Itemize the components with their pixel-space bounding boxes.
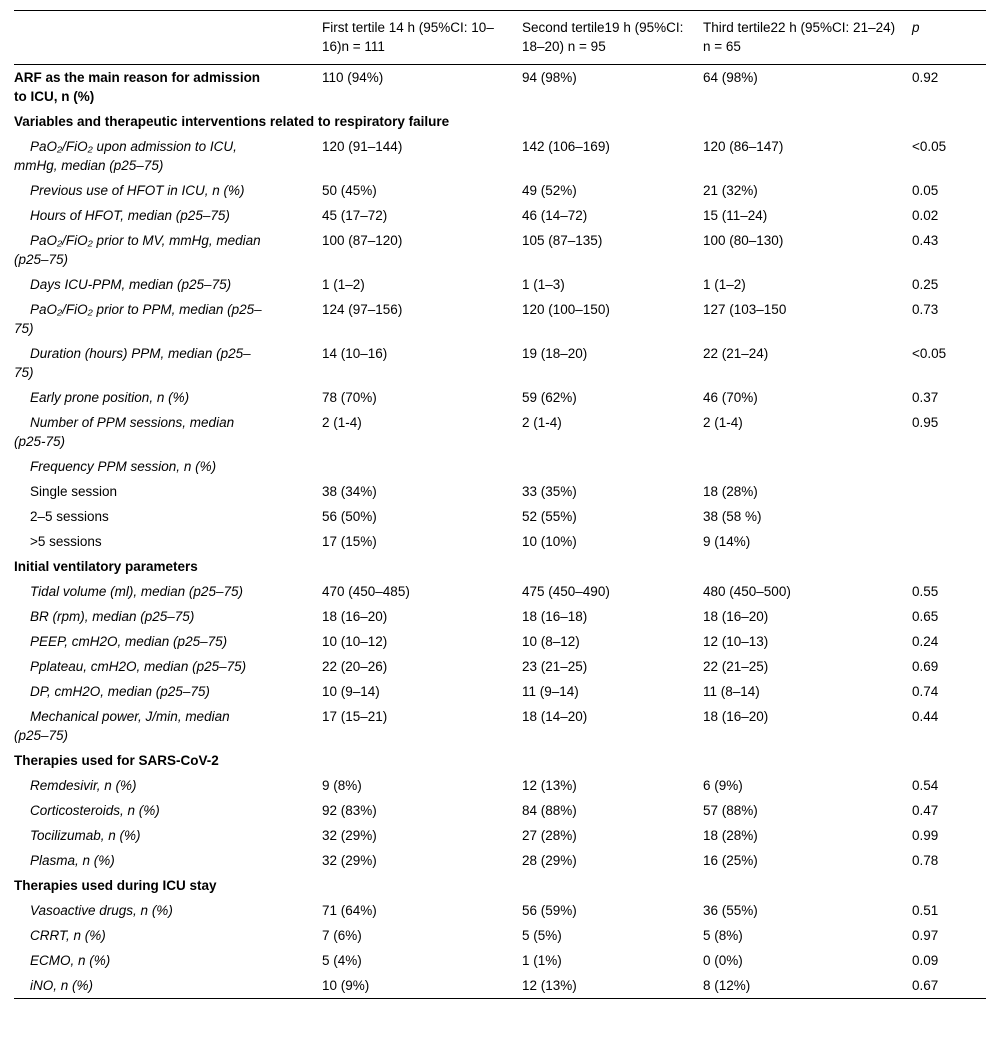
row-label: Number of PPM sessions, median (p25-75) (14, 415, 235, 449)
p-value: 0.24 (912, 634, 939, 649)
cell-value: 32 (29%) (322, 828, 377, 843)
table-row (14, 385, 986, 410)
cell-value: 22 (20–26) (322, 659, 388, 674)
section-label: Therapies used during ICU stay (14, 878, 217, 893)
cell-value: 5 (8%) (703, 928, 743, 943)
cell-value: 11 (8–14) (703, 684, 760, 699)
cell-value: 57 (88%) (703, 803, 758, 818)
cell-value: 49 (52%) (522, 183, 577, 198)
row-label: Remdesivir, n (%) (30, 778, 137, 793)
row-label: 2–5 sessions (30, 509, 109, 524)
cell-value: 9 (14%) (703, 534, 751, 549)
cell-value (322, 454, 522, 479)
cell-value: 1 (1–3) (522, 277, 565, 292)
cell-value: 23 (21–25) (522, 659, 588, 674)
cell-value: 10 (10%) (522, 534, 577, 549)
cell-value: 11 (9–14) (522, 684, 579, 699)
table-row (14, 823, 986, 848)
cell-value: 10 (10–12) (322, 634, 388, 649)
cell-value: 142 (106–169) (522, 139, 610, 154)
cell-value: 10 (8–12) (522, 634, 580, 649)
row-label: DP, cmH2O, median (p25–75) (30, 684, 210, 699)
table-row (14, 579, 986, 604)
cell-value: 120 (91–144) (322, 139, 403, 154)
cell-value: 5 (4%) (322, 953, 362, 968)
table-row (14, 341, 986, 385)
p-value: 0.74 (912, 684, 939, 699)
table-row (14, 798, 986, 823)
p-value: 0.65 (912, 609, 939, 624)
table-row (14, 479, 986, 504)
table-row (14, 923, 986, 948)
row-label: Days ICU-PPM, median (p25–75) (30, 277, 232, 292)
cell-value: 124 (97–156) (322, 302, 403, 317)
row-label: ECMO, n (%) (30, 953, 111, 968)
table-header (14, 11, 986, 65)
cell-value: 6 (9%) (703, 778, 743, 793)
cell-value: 1 (1–2) (703, 277, 746, 292)
cell-value: 18 (28%) (703, 484, 758, 499)
table-row (14, 679, 986, 704)
cell-value: 21 (32%) (703, 183, 758, 198)
p-value: 0.43 (912, 233, 939, 248)
cell-value: 2 (1-4) (703, 415, 743, 430)
section-label: Variables and therapeutic interventions related to respiratory failure (14, 114, 450, 129)
cell-value: 480 (450–500) (703, 584, 791, 599)
row-label: Corticosteroids, n (%) (30, 803, 160, 818)
p-value: 0.54 (912, 778, 939, 793)
cell-value: 28 (29%) (522, 853, 577, 868)
cell-value: 100 (80–130) (703, 233, 784, 248)
cell-value: 1 (1%) (522, 953, 562, 968)
row-label: Tocilizumab, n (%) (30, 828, 141, 843)
cell-value (522, 454, 703, 479)
row-label: CRRT, n (%) (30, 928, 106, 943)
p-value: 0.25 (912, 277, 939, 292)
p-value: 0.97 (912, 928, 939, 943)
section-row (14, 554, 986, 579)
row-label: iNO, n (%) (30, 978, 94, 993)
row-label: PaO₂/FiO₂ prior to MV, mmHg, median (p25–75) (14, 233, 261, 267)
header-row (14, 11, 986, 65)
column-header-p: p (912, 11, 986, 65)
cell-value: 19 (18–20) (522, 346, 588, 361)
table-row (14, 203, 986, 228)
cell-value: 7 (6%) (322, 928, 362, 943)
table-row (14, 504, 986, 529)
p-value: 0.78 (912, 853, 939, 868)
table-row (14, 848, 986, 873)
cell-value: 56 (59%) (522, 903, 577, 918)
table-row (14, 604, 986, 629)
table-row (14, 410, 986, 454)
cell-value: 16 (25%) (703, 853, 758, 868)
row-label: Mechanical power, J/min, median (p25–75) (14, 709, 230, 743)
cell-value: 12 (10–13) (703, 634, 769, 649)
p-value (912, 454, 986, 479)
cell-value: 1 (1–2) (322, 277, 365, 292)
cell-value: 9 (8%) (322, 778, 362, 793)
cell-value: 18 (16–18) (522, 609, 588, 624)
cell-value: 18 (14–20) (522, 709, 588, 724)
p-value: 0.09 (912, 953, 939, 968)
table-row (14, 898, 986, 923)
p-value: 0.55 (912, 584, 939, 599)
cell-value: 120 (86–147) (703, 139, 784, 154)
p-value: 0.37 (912, 390, 939, 405)
p-value: <0.05 (912, 139, 947, 154)
cell-value: 22 (21–25) (703, 659, 769, 674)
cell-value: 17 (15–21) (322, 709, 388, 724)
table-row (14, 134, 986, 178)
row-label: ARF as the main reason for admission to ICU, n (%) (14, 70, 261, 104)
row-label: Tidal volume (ml), median (p25–75) (30, 584, 243, 599)
cell-value: 120 (100–150) (522, 302, 610, 317)
cell-value: 36 (55%) (703, 903, 758, 918)
cell-value: 10 (9–14) (322, 684, 380, 699)
cell-value: 127 (103–150 (703, 302, 787, 317)
row-label: PaO₂/FiO₂ upon admission to ICU, mmHg, median (p25–75) (14, 139, 237, 173)
table-row (14, 272, 986, 297)
cell-value: 475 (450–490) (522, 584, 610, 599)
cell-value: 22 (21–24) (703, 346, 769, 361)
section-label: Initial ventilatory parameters (14, 559, 198, 574)
cell-value: 46 (14–72) (522, 208, 588, 223)
cell-value: 110 (94%) (322, 70, 384, 85)
table-body (14, 65, 986, 999)
section-label: Therapies used for SARS-CoV-2 (14, 753, 219, 768)
p-value: 0.47 (912, 803, 939, 818)
table-row (14, 65, 986, 110)
table-row (14, 297, 986, 341)
p-value: 0.51 (912, 903, 939, 918)
cell-value: 50 (45%) (322, 183, 377, 198)
table-row (14, 948, 986, 973)
cell-value: 45 (17–72) (322, 208, 388, 223)
cell-value: 38 (58 %) (703, 509, 762, 524)
cell-value: 38 (34%) (322, 484, 377, 499)
section-row (14, 873, 986, 898)
cell-value: 2 (1-4) (322, 415, 362, 430)
cell-value: 8 (12%) (703, 978, 751, 993)
p-value (912, 504, 986, 529)
p-value: 0.99 (912, 828, 939, 843)
cell-value: 10 (9%) (322, 978, 370, 993)
cell-value: 18 (28%) (703, 828, 758, 843)
p-value: 0.44 (912, 709, 939, 724)
table-row (14, 654, 986, 679)
cell-value: 18 (16–20) (703, 709, 769, 724)
cell-value: 32 (29%) (322, 853, 377, 868)
row-label: PEEP, cmH2O, median (p25–75) (30, 634, 228, 649)
row-label: BR (rpm), median (p25–75) (30, 609, 195, 624)
cell-value: 78 (70%) (322, 390, 377, 405)
cell-value: 84 (88%) (522, 803, 577, 818)
p-value: 0.02 (912, 208, 939, 223)
row-label: Plasma, n (%) (30, 853, 115, 868)
cell-value: 470 (450–485) (322, 584, 410, 599)
table-row (14, 629, 986, 654)
column-header-third-tertile: Third tertile22 h (95%CI: 21–24) n = 65 (703, 11, 912, 65)
p-value: 0.69 (912, 659, 939, 674)
row-label: Vasoactive drugs, n (%) (30, 903, 173, 918)
cell-value: 15 (11–24) (703, 208, 768, 223)
p-value: 0.73 (912, 302, 939, 317)
p-value (912, 529, 986, 554)
cell-value: 27 (28%) (522, 828, 577, 843)
column-header-first-tertile: First tertile 14 h (95%CI: 10–16)n = 111 (322, 11, 522, 65)
cell-value: 105 (87–135) (522, 233, 603, 248)
row-label: Early prone position, n (%) (30, 390, 190, 405)
row-label: Single session (30, 484, 118, 499)
row-label: Hours of HFOT, median (p25–75) (30, 208, 230, 223)
table-row (14, 228, 986, 272)
cell-value: 64 (98%) (703, 70, 758, 85)
p-value: 0.92 (912, 70, 939, 85)
row-label: Duration (hours) PPM, median (p25–75) (14, 346, 251, 380)
cell-value: 17 (15%) (322, 534, 377, 549)
column-header-second-tertile: Second tertile19 h (95%CI: 18–20) n = 95 (522, 11, 703, 65)
column-header-empty (14, 11, 322, 65)
section-row (14, 748, 986, 773)
table-row (14, 973, 986, 999)
table-row (14, 773, 986, 798)
cell-value: 52 (55%) (522, 509, 577, 524)
p-value: 0.95 (912, 415, 939, 430)
row-label: Pplateau, cmH2O, median (p25–75) (30, 659, 247, 674)
cell-value: 92 (83%) (322, 803, 377, 818)
table-row (14, 178, 986, 203)
cell-value: 46 (70%) (703, 390, 758, 405)
cell-value: 5 (5%) (522, 928, 562, 943)
table-row (14, 529, 986, 554)
cell-value: 12 (13%) (522, 978, 577, 993)
cell-value: 18 (16–20) (322, 609, 388, 624)
cell-value: 59 (62%) (522, 390, 577, 405)
table-row (14, 704, 986, 748)
cell-value (703, 454, 912, 479)
section-row (14, 109, 986, 134)
cell-value: 33 (35%) (522, 484, 577, 499)
row-label: Frequency PPM session, n (%) (30, 459, 217, 474)
cell-value: 18 (16–20) (703, 609, 769, 624)
p-value: 0.05 (912, 183, 939, 198)
cell-value: 2 (1-4) (522, 415, 562, 430)
row-label: PaO₂/FiO₂ prior to PPM, median (p25–75) (14, 302, 262, 336)
cell-value: 94 (98%) (522, 70, 577, 85)
study-tertiles-table (14, 10, 986, 999)
p-value: 0.67 (912, 978, 939, 993)
p-value: <0.05 (912, 346, 947, 361)
cell-value: 14 (10–16) (322, 346, 388, 361)
p-value (912, 479, 986, 504)
cell-value: 71 (64%) (322, 903, 377, 918)
cell-value: 100 (87–120) (322, 233, 403, 248)
cell-value: 0 (0%) (703, 953, 743, 968)
row-label: Previous use of HFOT in ICU, n (%) (30, 183, 245, 198)
cell-value: 56 (50%) (322, 509, 377, 524)
row-label: >5 sessions (30, 534, 102, 549)
table-row (14, 454, 986, 479)
cell-value: 12 (13%) (522, 778, 577, 793)
